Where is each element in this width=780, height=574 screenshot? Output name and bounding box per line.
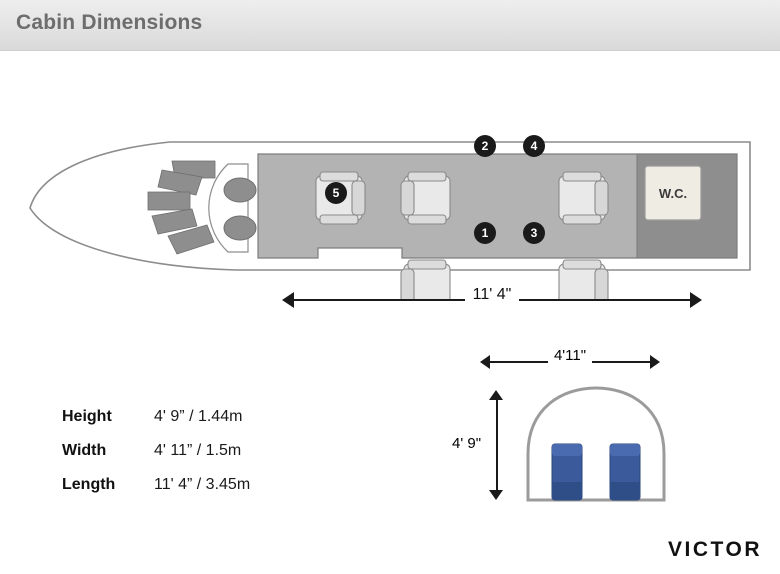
section-seat-right: [610, 444, 640, 500]
height-dimension-value: 4' 9": [452, 435, 482, 452]
spec-row-width: [62, 442, 250, 460]
fuselage-section-outline: [528, 388, 664, 500]
dimensions-spec-list: [62, 408, 250, 510]
width-dimension-value: 4'11": [548, 347, 592, 364]
seat-badge-3: [523, 222, 545, 244]
spec-row-length: [62, 476, 250, 494]
spec-label-width: Width: [62, 442, 107, 459]
seat-badge-1: [474, 222, 496, 244]
height-dimension-line: [496, 398, 498, 492]
section-seat-left: [552, 444, 582, 500]
spec-row-height: [62, 408, 250, 426]
lavatory-label: W.C.: [658, 186, 688, 201]
seat-badge-3-label: 3: [530, 226, 538, 240]
spec-label-length: Length: [62, 476, 116, 493]
page-title: Cabin Dimensions: [16, 11, 203, 34]
height-arrow-bottom-icon: [489, 490, 503, 500]
height-dimension: [452, 390, 512, 500]
cross-section-shape: [516, 382, 716, 522]
length-dimension-value: 11' 4": [465, 286, 520, 303]
seat-badge-4-label: 4: [530, 139, 538, 153]
seat-badge-2: [474, 135, 496, 157]
length-dimension: [282, 286, 702, 314]
seat-badge-5: [325, 182, 347, 204]
spec-label-height: Height: [62, 408, 112, 425]
length-dimension-label: [282, 286, 702, 304]
seat-upper-right: [559, 172, 608, 224]
seat-badge-5-label: 5: [332, 186, 340, 200]
width-dimension: [480, 347, 660, 374]
brand-logo: VICTOR: [668, 538, 762, 561]
width-dimension-label: [480, 347, 660, 364]
seat-badge-4: [523, 135, 545, 157]
seat-4: [401, 172, 450, 224]
page-header: [0, 0, 780, 51]
seat-badge-1-label: 1: [481, 226, 489, 240]
seat-badge-2-label: 2: [481, 139, 489, 153]
spec-value-height: 4' 9” / 1.44m: [154, 408, 243, 425]
spec-value-width: 4' 11” / 1.5m: [154, 442, 242, 459]
cabin-cross-section-diagram: [452, 347, 720, 520]
cabin-plan-diagram: [0, 70, 780, 300]
spec-value-length: 11' 4” / 3.45m: [154, 476, 251, 493]
